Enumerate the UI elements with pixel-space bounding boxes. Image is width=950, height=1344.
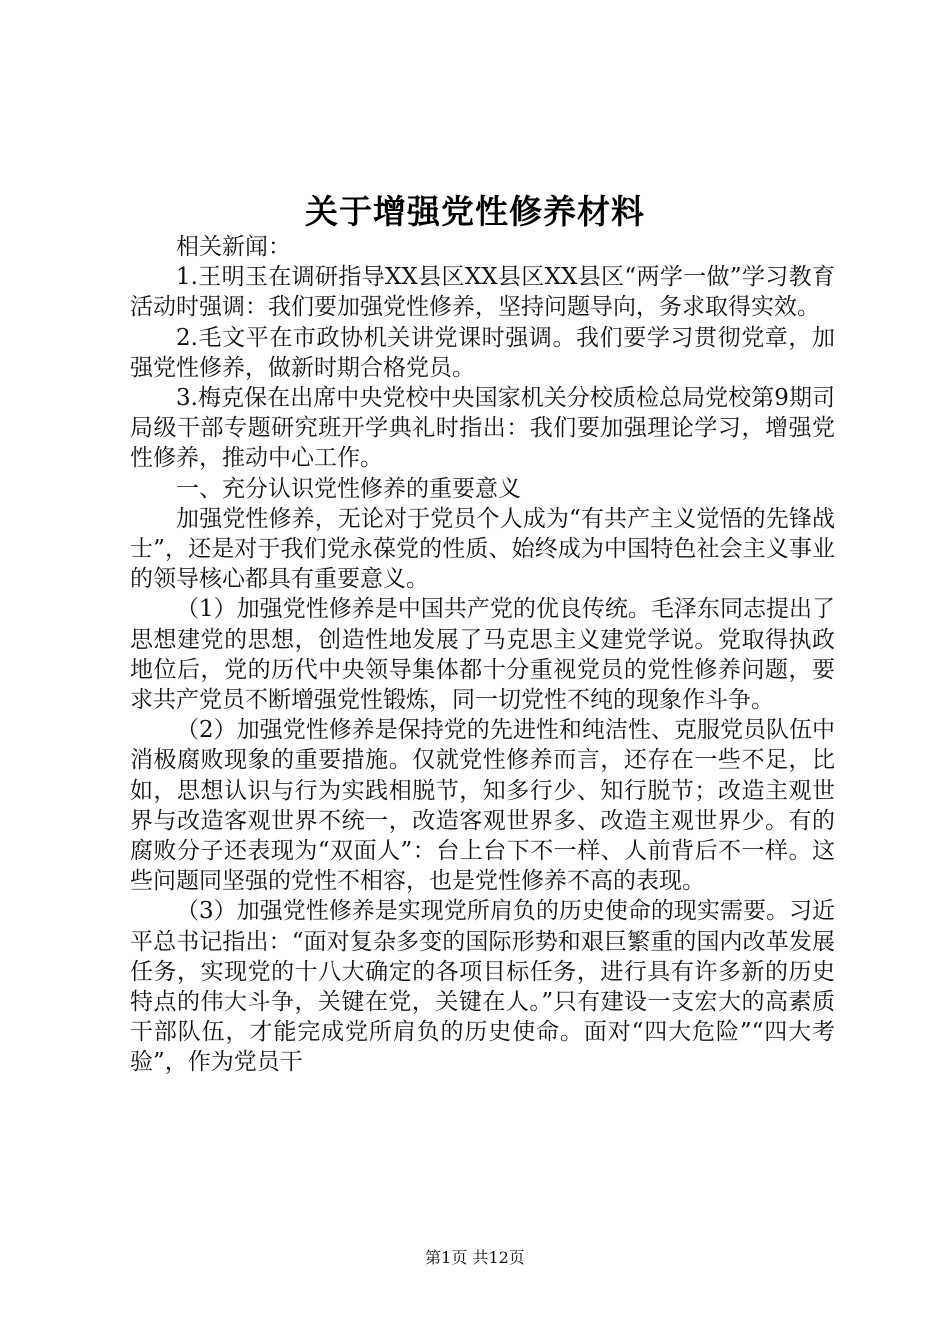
- page-indicator: 第1页 共12页: [425, 1248, 525, 1267]
- document-body: [130, 232, 835, 1078]
- section-heading-1: 一、充分认识党性修养的重要意义: [176, 475, 521, 502]
- paragraph-news-item-2: 2.毛文平在市政协机关讲党课时强调。我们要学习贯彻党章，加强党性修养，做新时期合格党员。: [130, 324, 835, 381]
- paragraph-intro: 加强党性修养，无论对于党员个人成为“有共产主义觉悟的先锋战士”，还是对于我们党永葆党的性质、始终成为中国特色社会主义事业的领导核心都具有重要意义。: [130, 505, 835, 593]
- paragraph-related-news-heading: 相关新闻：: [176, 234, 291, 260]
- paragraph-news-item-3: 3.梅克保在出席中央党校中央国家机关分校质检总局党校第9期司局级干部专题研究班开学典礼时指出：我们要加强理论学习，增强党性修养，推动中心工作。: [130, 385, 835, 472]
- paragraph-news-item-1: 1.王明玉在调研指导XX县区XX县区XX县区“两学一做”学习教育活动时强调：我们要加强党性修养，坚持问题导向，务求取得实效。: [130, 264, 835, 321]
- paragraph-point-3: （3）加强党性修养是实现党所肩负的历史使命的现实需要。习近平总书记指出：“面对复杂多变的国际形势和艰巨繁重的国内改革发展任务，实现党的十八大确定的各项目标任务，进行具有许多新的历史特点的伟大斗争，关键在党，关键在人。”只有建设一支宏大的高素质干部队伍，才能完成党所肩负的历史使命。面对“四大危险”“四大考验”，作为党员干: [130, 898, 835, 1076]
- document-title: 关于增强党性修养材料: [305, 192, 645, 231]
- paragraph-point-2: （2）加强党性修养是保持党的先进性和纯洁性、克服党员队伍中消极腐败现象的重要措施。仅就党性修养而言，还存在一些不足，比如，思想认识与行为实践相脱节，知多行少、知行脱节；改造主观世界与改造客观世界不统一，改造客观世界多、改造主观世界少。有的腐败分子还表现为“双面人”：台上台下不一样、人前背后不一样。这些问题同坚强的党性不相容，也是党性修养不高的表现。: [130, 717, 835, 895]
- paragraph-point-1: （1）加强党性修养是中国共产党的优良传统。毛泽东同志提出了思想建党的思想，创造性地发展了马克思主义建党学说。党取得执政地位后，党的历代中央领导集体都十分重视党员的党性修养问题，要求共产党员不断增强党性锻炼，同一切党性不纯的现象作斗争。: [130, 596, 835, 714]
